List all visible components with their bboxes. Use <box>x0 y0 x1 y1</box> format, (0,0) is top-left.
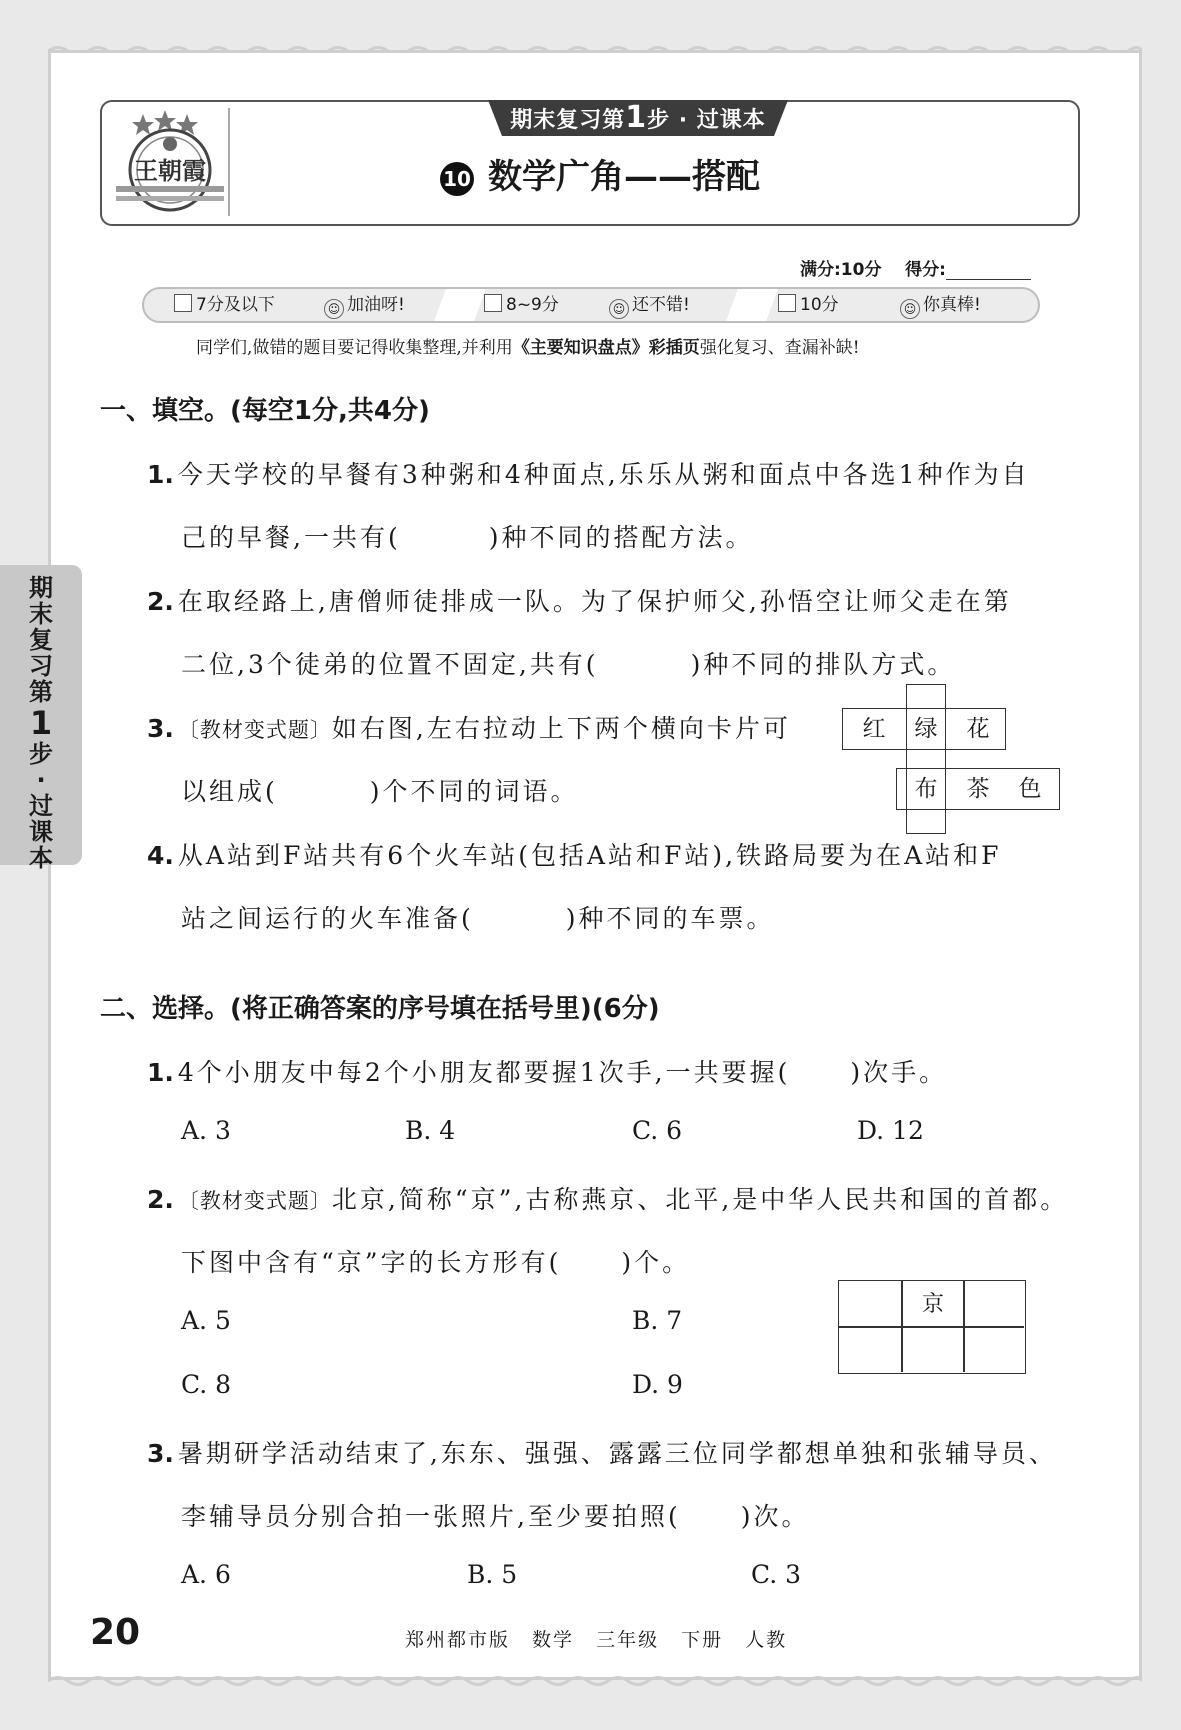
got-score-label: 得分: <box>905 260 946 280</box>
star-face-icon: ☺ <box>900 299 920 319</box>
unit-number-badge: 10 <box>440 162 474 196</box>
reminder-bold: 《主要知识盘点》彩插页 <box>512 338 700 358</box>
score-blank[interactable] <box>946 261 1031 280</box>
rating-divider-1 <box>434 289 486 321</box>
svg-text:王朝霞: 王朝霞 <box>134 156 206 185</box>
rating-divider-2 <box>726 289 778 321</box>
rating-checkbox-3[interactable] <box>778 294 796 312</box>
s1-q2-text1: 在取经路上,唐僧师徒排成一队。为了保护师父,孙悟空让师父走在第 <box>177 587 1012 616</box>
rating-range-3: 10分 <box>800 295 839 315</box>
reminder-text <box>196 333 860 358</box>
s2-q2-text2a: 下图中含有“京”字的长方形有( <box>181 1248 562 1277</box>
s2-q3-option-b: B. 5 <box>467 1560 518 1589</box>
s1-q1-line2 <box>181 518 753 554</box>
ribbon-suffix: 步 · 过课本 <box>647 108 766 133</box>
s2-q2-option-a: A. 5 <box>181 1306 231 1335</box>
rating-checkbox-1[interactable] <box>174 294 192 312</box>
s1-q2-text2b: )种不同的排队方式。 <box>690 650 956 679</box>
s1-q4-text2a: 站之间运行的火车准备( <box>181 904 474 933</box>
s2-q2-option-b: B. 7 <box>632 1306 683 1335</box>
s1-q4-number: 4. <box>147 841 174 870</box>
rating-bar <box>142 287 1040 323</box>
card-top-3: 花 <box>966 716 990 742</box>
page-number: 20 <box>90 1612 141 1653</box>
s1-q1-number: 1. <box>147 460 174 489</box>
s1-q4-line2 <box>181 899 775 935</box>
s1-q4-text2b: )种不同的车票。 <box>565 904 775 933</box>
s2-q3-option-c: C. 3 <box>751 1560 802 1589</box>
score-line <box>800 255 1031 280</box>
ribbon-prefix: 期末复习第 <box>510 108 626 133</box>
rating-comment-text-2: 还不错! <box>632 295 690 315</box>
section1-title: 一、填空。(每空1分,共4分) <box>100 396 430 426</box>
side-tab-suffix: 步·过课本 <box>29 740 53 872</box>
s2-q1-option-d: D. 12 <box>857 1116 924 1145</box>
rating-segment-2 <box>484 289 559 321</box>
card-bottom-2: 茶 <box>966 776 990 802</box>
card-top-1: 红 <box>862 716 886 742</box>
s2-q2-option-d: D. 9 <box>632 1370 683 1399</box>
smile-face-icon: ☺ <box>324 299 344 319</box>
full-score-label: 满分:10分 <box>800 260 882 280</box>
s2-q2-text1: 北京,简称“京”,古称燕京、北平,是中华人民共和国的首都。 <box>331 1185 1069 1214</box>
s1-q2-line1 <box>147 582 1012 618</box>
section2-title: 二、选择。(将正确答案的序号填在括号里)(6分) <box>100 994 660 1024</box>
s1-q1-text1: 今天学校的早餐有3种粥和4种面点,乐乐从粥和面点中各选1种作为自 <box>177 460 1030 489</box>
s1-q2-number: 2. <box>147 587 174 616</box>
s2-q1-option-b: B. 4 <box>405 1116 456 1145</box>
textbook-variant-tag: 〔教材变式题〕 <box>177 1189 332 1213</box>
reminder-pre: 同学们,做错的题目要记得收集整理,并利用 <box>196 338 513 358</box>
publisher-logo-icon <box>110 108 230 218</box>
s2-q2-text2b: )个。 <box>621 1248 691 1277</box>
s2-q3-text2a: 李辅导员分别合拍一张照片,至少要拍照( <box>181 1502 681 1531</box>
s1-q3-line1 <box>147 709 791 745</box>
rating-comment-3 <box>900 289 981 321</box>
s2-q1-number: 1. <box>147 1058 174 1087</box>
s1-q4-line1 <box>147 836 1001 872</box>
happy-face-icon: ☺ <box>609 299 629 319</box>
footer-edition: 郑州都市版 数学 三年级 下册 人教 <box>405 1629 788 1651</box>
card-bottom-1: 布 <box>914 776 938 802</box>
s2-q2-number: 2. <box>147 1185 174 1214</box>
rating-range-2: 8~9分 <box>506 295 559 315</box>
rating-segment-3 <box>778 289 839 321</box>
s2-q2-option-c: C. 8 <box>181 1370 232 1399</box>
s1-q3-text1: 如右图,左右拉动上下两个横向卡片可 <box>331 714 791 743</box>
s1-q4-text1: 从A站到F站共有6个火车站(包括A站和F站),铁路局要为在A站和F <box>177 841 1002 870</box>
s2-q3-option-a: A. 6 <box>181 1560 231 1589</box>
s2-q3-line1 <box>147 1434 1057 1470</box>
s1-q3-number: 3. <box>147 714 174 743</box>
rating-comment-2 <box>609 289 690 321</box>
s1-q3-text2a: 以组成( <box>181 777 278 806</box>
side-tab-label <box>0 575 82 871</box>
card-bottom-3: 色 <box>1018 776 1042 802</box>
sliding-cards-figure <box>842 684 1060 834</box>
page-frame-bottom <box>48 1674 1142 1688</box>
s1-q1-line1 <box>147 455 1030 491</box>
rating-comment-text-3: 你真棒! <box>923 295 981 315</box>
s2-q1-text1a: 4个小朋友中每2个小朋友都要握1次手,一共要握( <box>177 1058 791 1087</box>
s1-q2-line2 <box>181 645 955 681</box>
s2-q1-option-a: A. 3 <box>181 1116 231 1145</box>
s2-q1-option-c: C. 6 <box>632 1116 683 1145</box>
vertical-card <box>906 684 946 834</box>
s1-q3-line2 <box>181 772 579 808</box>
header-divider <box>228 108 230 216</box>
rectangle-grid-figure <box>838 1280 1026 1374</box>
s2-q2-line1 <box>147 1180 1068 1216</box>
side-tab-step: 1 <box>29 704 53 742</box>
s2-q1-text1b: )次手。 <box>850 1058 948 1087</box>
textbook-variant-tag: 〔教材变式题〕 <box>177 718 332 742</box>
s1-q1-text2b: )种不同的搭配方法。 <box>488 523 754 552</box>
rating-range-1: 7分及以下 <box>196 295 275 315</box>
s2-q3-text2b: )次。 <box>740 1502 810 1531</box>
ribbon-label <box>488 100 788 136</box>
s1-q3-text2b: )个不同的词语。 <box>369 777 579 806</box>
rating-checkbox-2[interactable] <box>484 294 502 312</box>
s1-q1-text2a: 己的早餐,一共有( <box>181 523 401 552</box>
grid-hline <box>839 1326 1024 1328</box>
s2-q2-line2 <box>181 1243 690 1279</box>
reminder-post: 强化复习、查漏补缺! <box>699 338 860 358</box>
ribbon-step: 1 <box>625 100 648 135</box>
s2-q3-line2 <box>181 1497 809 1533</box>
grid-cell-jing: 京 <box>921 1292 944 1317</box>
side-tab-prefix: 期末复习第 <box>29 574 53 706</box>
rating-segment-1 <box>174 289 275 321</box>
rating-comment-1 <box>324 289 405 321</box>
s2-q3-number: 3. <box>147 1439 174 1468</box>
card-top-2: 绿 <box>914 716 938 742</box>
s1-q2-text2a: 二位,3个徒弟的位置不固定,共有( <box>181 650 599 679</box>
page-title <box>440 152 880 202</box>
page-title-text: 数学广角——搭配 <box>488 157 760 197</box>
s2-q3-text1: 暑期研学活动结束了,东东、强强、露露三位同学都想单独和张辅导员、 <box>177 1439 1057 1468</box>
rating-comment-text-1: 加油呀! <box>347 295 405 315</box>
s2-q1-line1 <box>147 1053 947 1089</box>
